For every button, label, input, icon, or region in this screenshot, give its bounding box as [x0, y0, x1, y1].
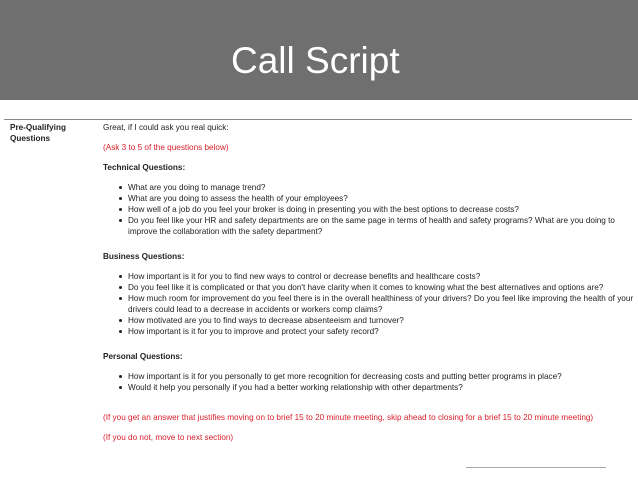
bottom-divider: [466, 467, 606, 468]
question-text: How important is it for you to find new ways to control or decrease benefits and healthcare costs?: [128, 272, 481, 281]
question-text: Do you feel like your HR and safety departments are on the same page in terms of health and safety programs? What are you doing to: [128, 216, 615, 225]
slide-header: [0, 0, 638, 100]
list-item: [103, 293, 638, 315]
list-item: [103, 382, 638, 393]
technical-question-list: [103, 182, 638, 237]
personal-question-list: [103, 371, 638, 393]
question-text: How well of a job do you feel your broker is doing in presenting you with the best options to decrease costs?: [128, 205, 519, 214]
business-question-list: [103, 271, 638, 337]
business-heading: Business Questions:: [103, 252, 185, 261]
list-item: [103, 215, 638, 237]
question-text: How motivated are you to find ways to decrease absenteeism and turnover?: [128, 316, 404, 325]
question-text: What are you doing to manage trend?: [128, 183, 266, 192]
list-item: [103, 271, 638, 282]
instruction-text: (Ask 3 to 5 of the questions below): [103, 143, 229, 152]
question-text-continued: improve the collaboration with the safety department?: [128, 227, 323, 236]
question-text: How much room for improvement do you feel there is in the overall healthiness of your drivers? Do you feel like improving the health of your: [128, 294, 634, 303]
call-script-document: [0, 103, 638, 479]
meeting-note: (If you get an answer that justifies moving on to brief 15 to 20 minute meeting, skip ahead to closing for a brief 15 to 20 minute meeting): [103, 413, 594, 422]
question-text: How important is it for you to improve and protect your safety record?: [128, 327, 379, 336]
list-item: [103, 204, 638, 215]
intro-text: Great, if I could ask you real quick:: [103, 123, 229, 132]
question-text: How important is it for you personally to get more recognition for decreasing costs and putting better programs in place?: [128, 372, 562, 381]
question-text: What are you doing to assess the health of your employees?: [128, 194, 348, 203]
list-item: [103, 371, 638, 382]
top-divider: [4, 119, 632, 120]
script-content: [103, 122, 638, 443]
question-text: Do you feel like it is complicated or that you don't have clarity when it comes to knowing what the best alternatives and options are?: [128, 283, 604, 292]
list-item: [103, 193, 638, 204]
list-item: [103, 182, 638, 193]
list-item: [103, 315, 638, 326]
technical-heading: Technical Questions:: [103, 163, 186, 172]
question-text: Would it help you personally if you had a better working relationship with other departments?: [128, 383, 463, 392]
personal-heading: Personal Questions:: [103, 352, 183, 361]
pre-qualifying-label: Pre-Qualifying Questions: [10, 123, 66, 143]
next-section-note: (If you do not, move to next section): [103, 433, 234, 442]
slide-title: Call Script: [231, 40, 400, 81]
list-item: [103, 326, 638, 337]
list-item: [103, 282, 638, 293]
question-text-continued: drivers could lead to a decrease in accidents or workers comp claims?: [128, 305, 383, 314]
